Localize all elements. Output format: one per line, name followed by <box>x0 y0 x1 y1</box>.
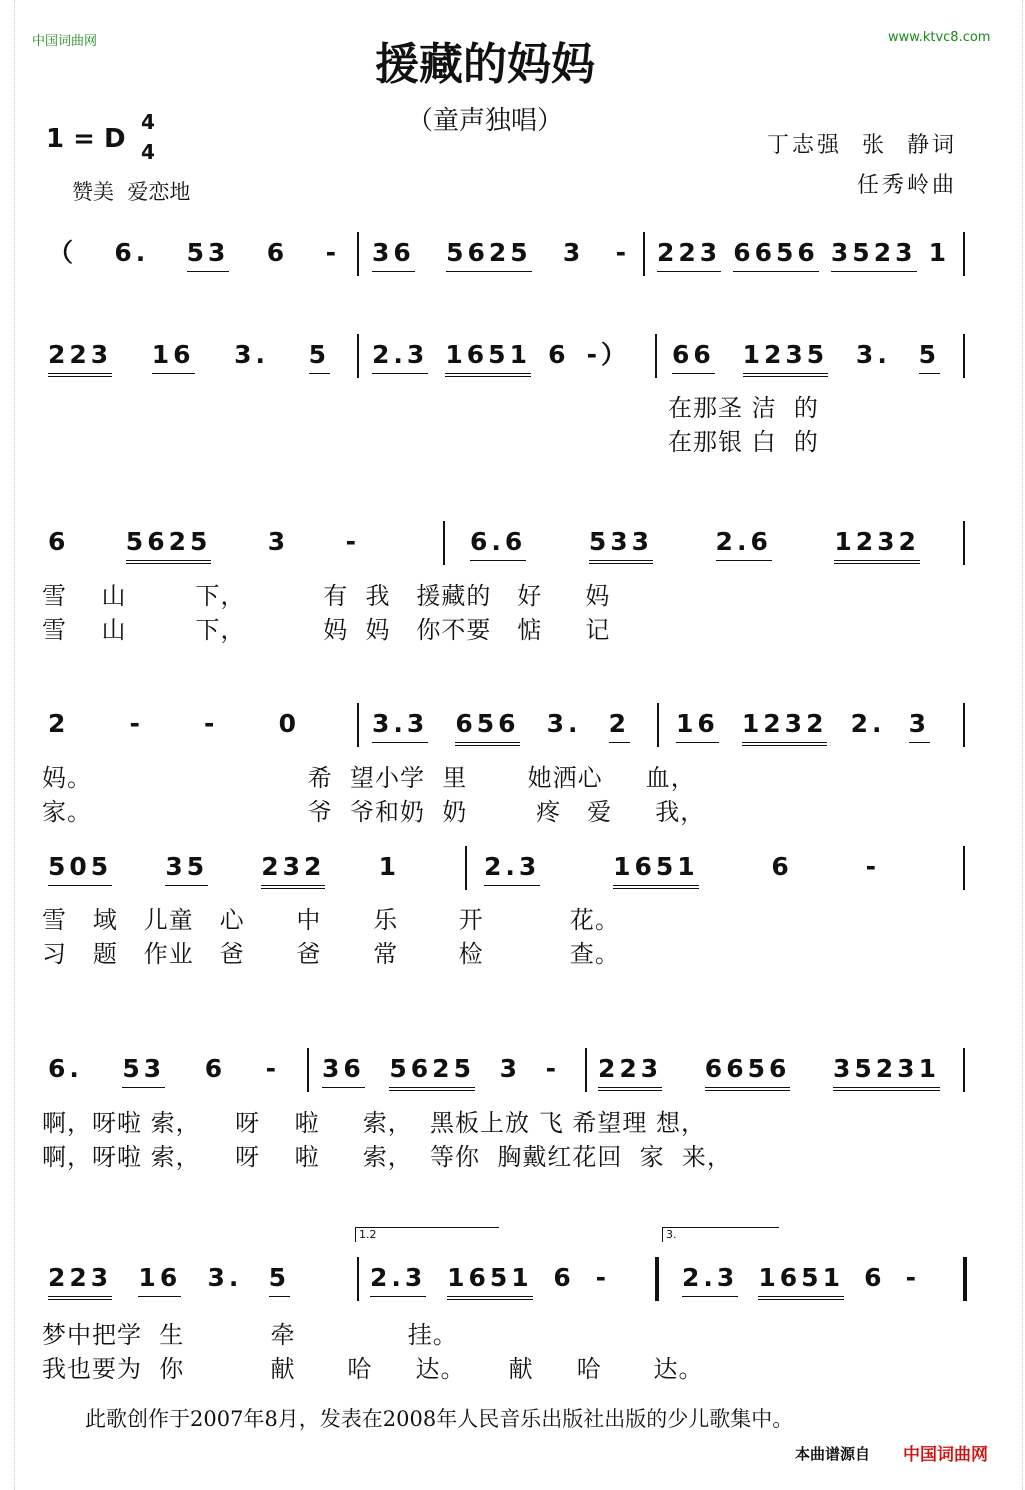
note-group: 6 <box>548 340 570 369</box>
note-group: 6. <box>114 238 150 267</box>
measure <box>598 1054 940 1094</box>
note-group: 1232 <box>834 527 920 564</box>
note-group: 223 <box>48 340 112 377</box>
note-group: 3 <box>562 238 585 267</box>
note-group: 16 <box>138 1263 181 1297</box>
volta-bracket: 3. <box>662 1227 779 1242</box>
repeat-barline <box>655 1257 659 1301</box>
note-group: 3.3 <box>372 709 428 743</box>
note-group: 2 <box>48 709 70 738</box>
note-group: 3523 <box>831 238 917 272</box>
barline <box>443 521 445 565</box>
note-group: 16 <box>676 709 719 743</box>
note-group: 232 <box>261 852 325 889</box>
note-group: 6 <box>266 238 289 267</box>
note-group: 36 <box>372 238 415 272</box>
note-group: 3. <box>546 709 582 738</box>
note-group: 2.3 <box>372 340 428 374</box>
note-group: - <box>345 527 360 556</box>
note-group: - <box>905 1263 920 1292</box>
expression-mark: 赞美 爱恋地 <box>72 180 191 204</box>
note-group: - <box>865 852 880 881</box>
barline <box>657 703 659 747</box>
note-group: 6 <box>204 1054 227 1083</box>
measure <box>470 527 920 567</box>
lyric-line: 习 题 作业 爸 爸 常 检 查。 <box>42 940 620 968</box>
note-group: 6656 <box>733 238 819 272</box>
note-group: 505 <box>48 852 112 886</box>
measure <box>48 852 400 892</box>
note-group: - <box>129 709 144 738</box>
note-group: 35 <box>165 852 208 886</box>
measure <box>484 852 880 892</box>
note-group: 1 <box>378 852 400 881</box>
barline <box>465 846 467 890</box>
note-group: 53 <box>187 238 230 272</box>
measure <box>682 1263 920 1303</box>
note-group: 66 <box>672 340 715 374</box>
barline <box>963 1048 965 1092</box>
note-group: 2.3 <box>370 1263 426 1297</box>
note-group: - <box>595 1263 610 1292</box>
note-group: - <box>265 1054 280 1083</box>
note-group: 2.3 <box>484 852 540 886</box>
barline <box>585 1048 587 1092</box>
measure <box>48 1054 280 1094</box>
note-group: 1232 <box>742 709 828 746</box>
note-group: 1651 <box>445 340 531 377</box>
key-signature: 1 = D <box>46 124 126 154</box>
note-group: 5625 <box>446 238 532 272</box>
barline <box>963 232 965 276</box>
note-group: （ <box>48 238 78 267</box>
note-group: 2.6 <box>716 527 772 561</box>
lyric-line: 妈。 希 望小学 里 她洒心 血， <box>42 764 696 792</box>
note-group: 223 <box>657 238 721 272</box>
composer-credit: 任秀岭曲 <box>856 173 957 198</box>
measure <box>372 238 630 278</box>
barline <box>357 334 359 378</box>
note-group: 1 <box>928 238 950 267</box>
lyric-line: 在那圣 洁 的 <box>668 394 819 422</box>
time-signature-top: 4 <box>141 110 155 134</box>
measure <box>48 527 360 567</box>
note-group: 3. <box>207 1263 243 1292</box>
footnote: 此歌创作于2007年8月，发表在2008年人民音乐出版社出版的少儿歌集中。 <box>85 1407 794 1431</box>
note-group: 223 <box>48 1263 112 1300</box>
note-group: 223 <box>598 1054 662 1091</box>
measure <box>657 238 950 278</box>
note-group: -） <box>586 340 630 369</box>
barline <box>963 846 965 890</box>
barline <box>963 521 965 565</box>
measure <box>372 709 630 749</box>
note-group: 2. <box>850 709 886 738</box>
note-group: 3 <box>909 709 930 743</box>
note-group: 3 <box>267 527 290 556</box>
note-group: 6. <box>48 1054 83 1083</box>
lyric-line: 家。 爷 爷和奶 奶 疼 爱 我， <box>42 798 706 826</box>
measure <box>48 340 330 380</box>
song-title: 援藏的妈妈 <box>375 39 595 90</box>
note-group: 5625 <box>126 527 212 564</box>
note-group: 6 <box>771 852 793 881</box>
lyric-line: 雪 山 下， 有 我 援藏的 好 妈 <box>42 582 611 610</box>
note-group: 0 <box>278 709 300 738</box>
note-group: 5 <box>309 340 330 374</box>
note-group: 5625 <box>389 1054 475 1091</box>
note-group: 1235 <box>743 340 829 377</box>
lyric-line: 我也要为 你 献 哈 达。 献 哈 达。 <box>42 1355 704 1383</box>
note-group: - <box>325 238 340 267</box>
barline <box>357 232 359 276</box>
left-watermark-strip <box>0 0 15 1490</box>
site-name-left[interactable]: 中国词曲网 <box>32 34 98 49</box>
source-label: 本曲谱源自 <box>795 1445 871 1463</box>
source-site-link[interactable]: 中国词曲网 <box>903 1445 988 1465</box>
lyric-line: 雪 山 下， 妈 妈 你不要 惦 记 <box>42 616 611 644</box>
lyric-line: 在那银 白 的 <box>668 428 819 456</box>
note-group: 6.6 <box>470 527 526 561</box>
measure <box>676 709 930 749</box>
measure <box>48 1263 290 1303</box>
barline <box>655 334 657 378</box>
lyric-line: 啊，呀啦 索， 呀 啦 索， 等你 胸戴红花回 家 来， <box>42 1143 732 1171</box>
barline <box>357 1257 359 1301</box>
note-group: 1651 <box>613 852 699 889</box>
note-group: 3. <box>855 340 891 369</box>
measure <box>48 709 300 749</box>
note-group: 1651 <box>447 1263 533 1300</box>
note-group: 1651 <box>758 1263 844 1300</box>
note-group: 36 <box>322 1054 365 1088</box>
note-group: 2 <box>609 709 630 743</box>
lyricist-credit: 丁志强 张 静词 <box>767 133 957 158</box>
measure <box>322 1054 560 1094</box>
note-group: 5 <box>919 340 940 374</box>
measure <box>370 1263 610 1303</box>
lyric-line: 雪 域 儿童 心 中 乐 开 花。 <box>42 906 620 934</box>
note-group: 2.3 <box>682 1263 738 1297</box>
song-subtitle: （童声独唱） <box>406 106 563 136</box>
note-group: 3 <box>499 1054 521 1083</box>
note-group: - <box>545 1054 560 1083</box>
note-group: 35231 <box>833 1054 940 1091</box>
note-group: 6656 <box>705 1054 791 1091</box>
measure <box>672 340 940 380</box>
note-group: 3. <box>234 340 270 369</box>
volta-bracket: 1.2 <box>355 1227 499 1242</box>
note-group: 656 <box>455 709 519 746</box>
barline <box>643 232 645 276</box>
lyric-line: 梦中把学 生 牵 挂。 <box>42 1321 458 1349</box>
barline <box>963 703 965 747</box>
barline <box>963 334 965 378</box>
time-signature-bottom: 4 <box>141 140 155 164</box>
right-watermark-strip <box>1008 0 1023 1490</box>
final-barline <box>963 1257 967 1301</box>
barline <box>357 703 359 747</box>
site-url-right[interactable]: www.ktvc8.com <box>888 30 991 45</box>
note-group: - <box>204 709 219 738</box>
barline <box>307 1048 309 1092</box>
note-group: 6 <box>553 1263 575 1292</box>
note-group: 6 <box>48 527 70 556</box>
note-group: 53 <box>122 1054 165 1088</box>
measure <box>372 340 630 380</box>
note-group: 6 <box>864 1263 886 1292</box>
lyric-line: 啊，呀啦 索， 呀 啦 索， 黑板上放 飞 希望理 想， <box>42 1109 706 1137</box>
note-group: 5 <box>269 1263 290 1297</box>
note-group: - <box>615 238 630 267</box>
note-group: 533 <box>589 527 653 564</box>
measure <box>48 238 340 278</box>
note-group: 16 <box>152 340 195 374</box>
